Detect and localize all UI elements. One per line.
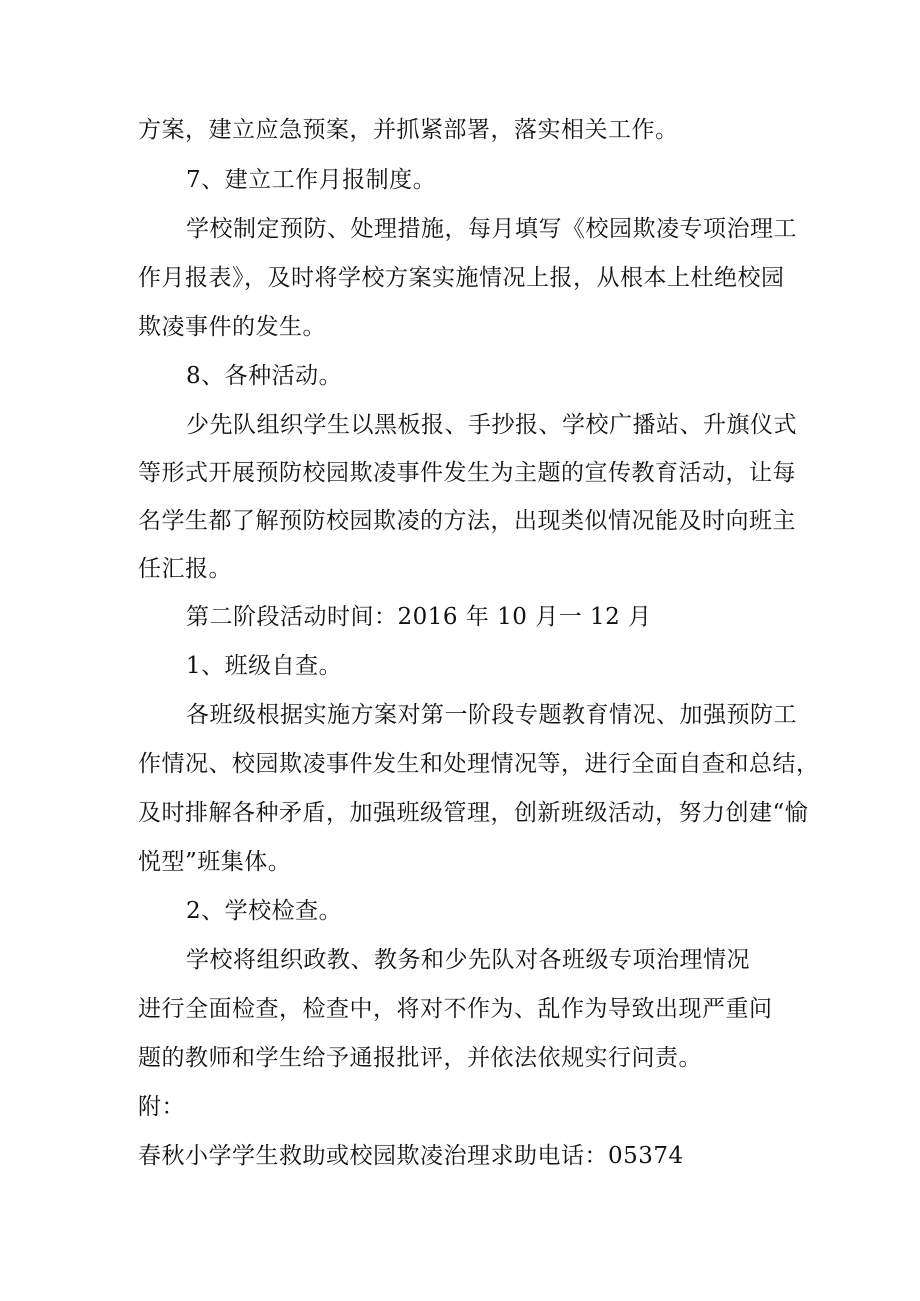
text-line: 少先队组织学生以黑板报、手抄报、学校广播站、升旗仪式: [186, 412, 797, 438]
text-line: 各班级根据实施方案对第一阶段专题教育情况、加强预防工: [186, 702, 797, 728]
section-heading: 7、建立工作月报制度。: [186, 167, 437, 193]
text-line: 悦型”班集体。: [138, 849, 292, 875]
text-line: 任汇报。: [138, 556, 232, 582]
helpline-text: 春秋小学学生救助或校园欺凌治理求助电话：05374: [138, 1143, 684, 1169]
text-line: 方案，建立应急预案，并抓紧部署，落实相关工作。: [138, 117, 679, 143]
text-line: 作月报表》，及时将学校方案实施情况上报，从根本上杜绝校园: [138, 265, 785, 291]
text-line: 作情况、校园欺凌事件发生和处理情况等，进行全面自查和总结，: [138, 751, 820, 777]
text-line: 及时排解各种矛盾，加强班级管理，创新班级活动，努力创建“愉: [138, 800, 809, 826]
section-heading: 1、班级自查。: [186, 653, 343, 679]
section-heading: 2、学校检查。: [186, 898, 343, 924]
text-line: 学校制定预防、处理措施，每月填写《校园欺凌专项治理工: [186, 216, 797, 242]
text-line: 欺凌事件的发生。: [138, 314, 326, 340]
text-line: 学校将组织政教、教务和少先队对各班级专项治理情况: [186, 947, 750, 973]
phase-heading: 第二阶段活动时间：2016 年 10 月一 12 月: [186, 604, 652, 630]
section-heading: 8、各种活动。: [186, 363, 343, 389]
text-line: 进行全面检查，检查中，将对不作为、乱作为导致出现严重问: [138, 996, 773, 1022]
text-line: 题的教师和学生给予通报批评，并依法依规实行问责。: [138, 1045, 702, 1071]
text-line: 等形式开展预防校园欺凌事件发生为主题的宣传教育活动，让每: [138, 460, 796, 486]
text-line: 名学生都了解预防校园欺凌的方法，出现类似情况能及时向班主: [138, 508, 796, 534]
appendix-label: 附：: [138, 1094, 185, 1120]
